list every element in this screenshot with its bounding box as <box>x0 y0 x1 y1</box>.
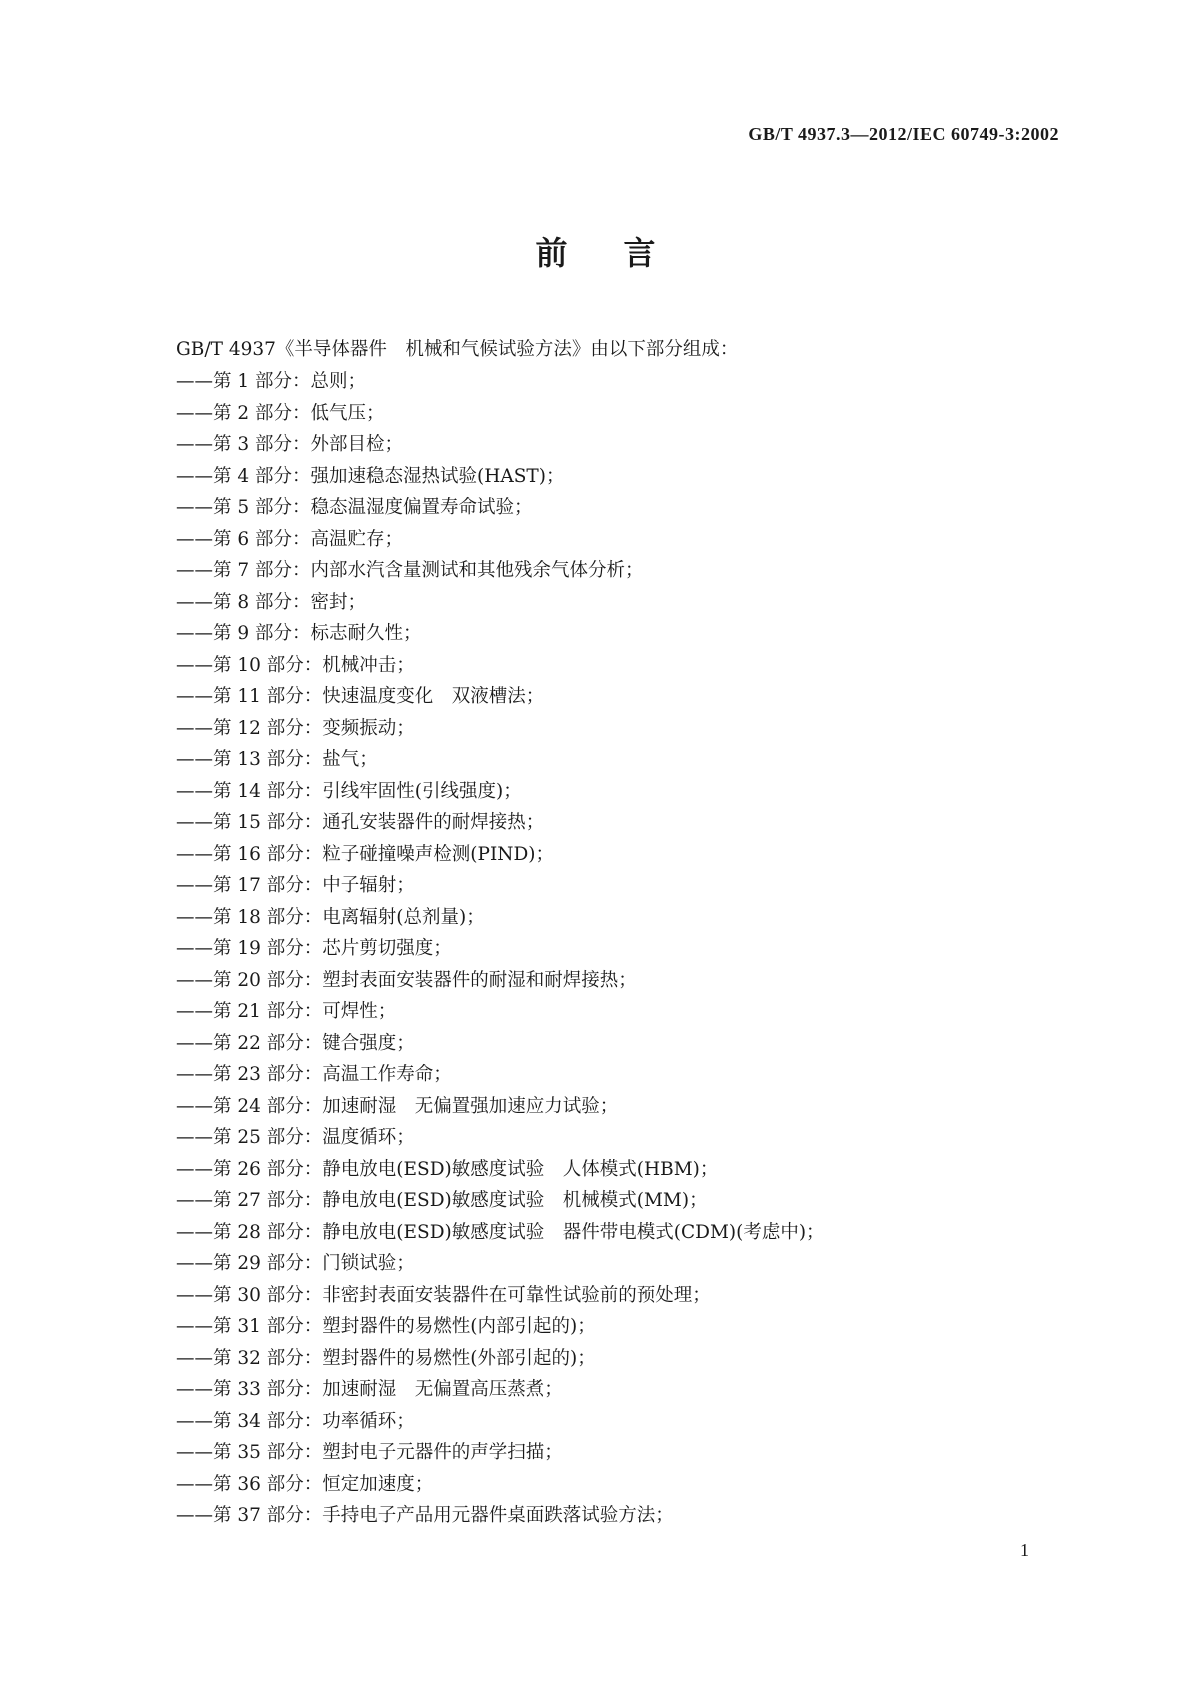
list-item: ——第 2 部分：低气压； <box>176 402 385 424</box>
list-item: ——第 3 部分：外部目检； <box>176 434 404 455</box>
list-item: ——第 33 部分：加速耐湿 无偏置高压蒸煮； <box>176 1379 563 1400</box>
list-item: ——第 4 部分：强加速稳态湿热试验(HAST)； <box>176 465 565 487</box>
list-item: ——第 16 部分：粒子碰撞噪声检测(PIND)； <box>176 843 555 865</box>
intro-paragraph: GB/T 4937《半导体器件 机械和气候试验方法》由以下部分组成： <box>176 339 739 360</box>
list-item: ——第 6 部分：高温贮存； <box>176 528 404 550</box>
list-item: ——第 9 部分：标志耐久性； <box>176 623 422 644</box>
list-item: ——第 14 部分：引线牢固性(引线强度)； <box>176 780 522 802</box>
list-item: ——第 36 部分：恒定加速度； <box>176 1473 434 1495</box>
list-item: ——第 30 部分：非密封表面安装器件在可靠性试验前的预处理； <box>176 1284 711 1306</box>
list-item: ——第 15 部分：通孔安装器件的耐焊接热； <box>176 812 545 833</box>
list-item: ——第 24 部分：加速耐湿 无偏置强加速应力试验； <box>176 1095 619 1117</box>
parts-list <box>176 366 825 1532</box>
list-item: ——第 7 部分：内部水汽含量测试和其他残余气体分析； <box>176 560 644 581</box>
list-item: ——第 32 部分：塑封器件的易燃性(外部引起的)； <box>176 1347 596 1369</box>
list-item: ——第 20 部分：塑封表面安装器件的耐湿和耐焊接热； <box>176 969 637 991</box>
list-item: ——第 18 部分：电离辐射(总剂量)； <box>176 906 485 928</box>
list-item: ——第 31 部分：塑封器件的易燃性(内部引起的)； <box>176 1316 596 1337</box>
list-item: ——第 37 部分：手持电子产品用元器件桌面跌落试验方法； <box>176 1505 674 1526</box>
list-item: ——第 26 部分：静电放电(ESD)敏感度试验 人体模式(HBM)； <box>176 1158 719 1180</box>
list-item: ——第 19 部分：芯片剪切强度； <box>176 938 452 959</box>
list-item: ——第 23 部分：高温工作寿命； <box>176 1064 452 1085</box>
list-item: ——第 28 部分：静电放电(ESD)敏感度试验 器件带电模式(CDM)(考虑中)； <box>176 1221 825 1243</box>
list-item: ——第 8 部分：密封； <box>176 591 367 613</box>
list-item: ——第 11 部分：快速温度变化 双液槽法； <box>176 686 545 707</box>
list-item: ——第 35 部分：塑封电子元器件的声学扫描； <box>176 1442 563 1463</box>
list-item: ——第 22 部分：键合强度； <box>176 1032 415 1054</box>
list-item: ——第 17 部分：中子辐射； <box>176 875 415 896</box>
list-item: ——第 13 部分：盐气； <box>176 749 378 770</box>
list-item: ——第 1 部分：总则； <box>176 371 367 392</box>
list-item: ——第 27 部分：静电放电(ESD)敏感度试验 机械模式(MM)； <box>176 1190 708 1211</box>
list-item: ——第 10 部分：机械冲击； <box>176 654 415 676</box>
list-item: ——第 21 部分：可焊性； <box>176 1001 397 1022</box>
standard-code: GB/T 4937.3—2012/IEC 60749-3:2002 <box>748 124 1059 144</box>
list-item: ——第 29 部分：门锁试验； <box>176 1253 415 1274</box>
list-item: ——第 5 部分：稳态温湿度偏置寿命试验； <box>176 497 533 518</box>
list-item: ——第 25 部分：温度循环； <box>176 1127 415 1148</box>
page-number: 1 <box>1020 1540 1029 1560</box>
list-item: ——第 34 部分：功率循环； <box>176 1410 415 1432</box>
list-item: ——第 12 部分：变频振动； <box>176 717 415 739</box>
page-title: 前言 <box>535 234 712 272</box>
